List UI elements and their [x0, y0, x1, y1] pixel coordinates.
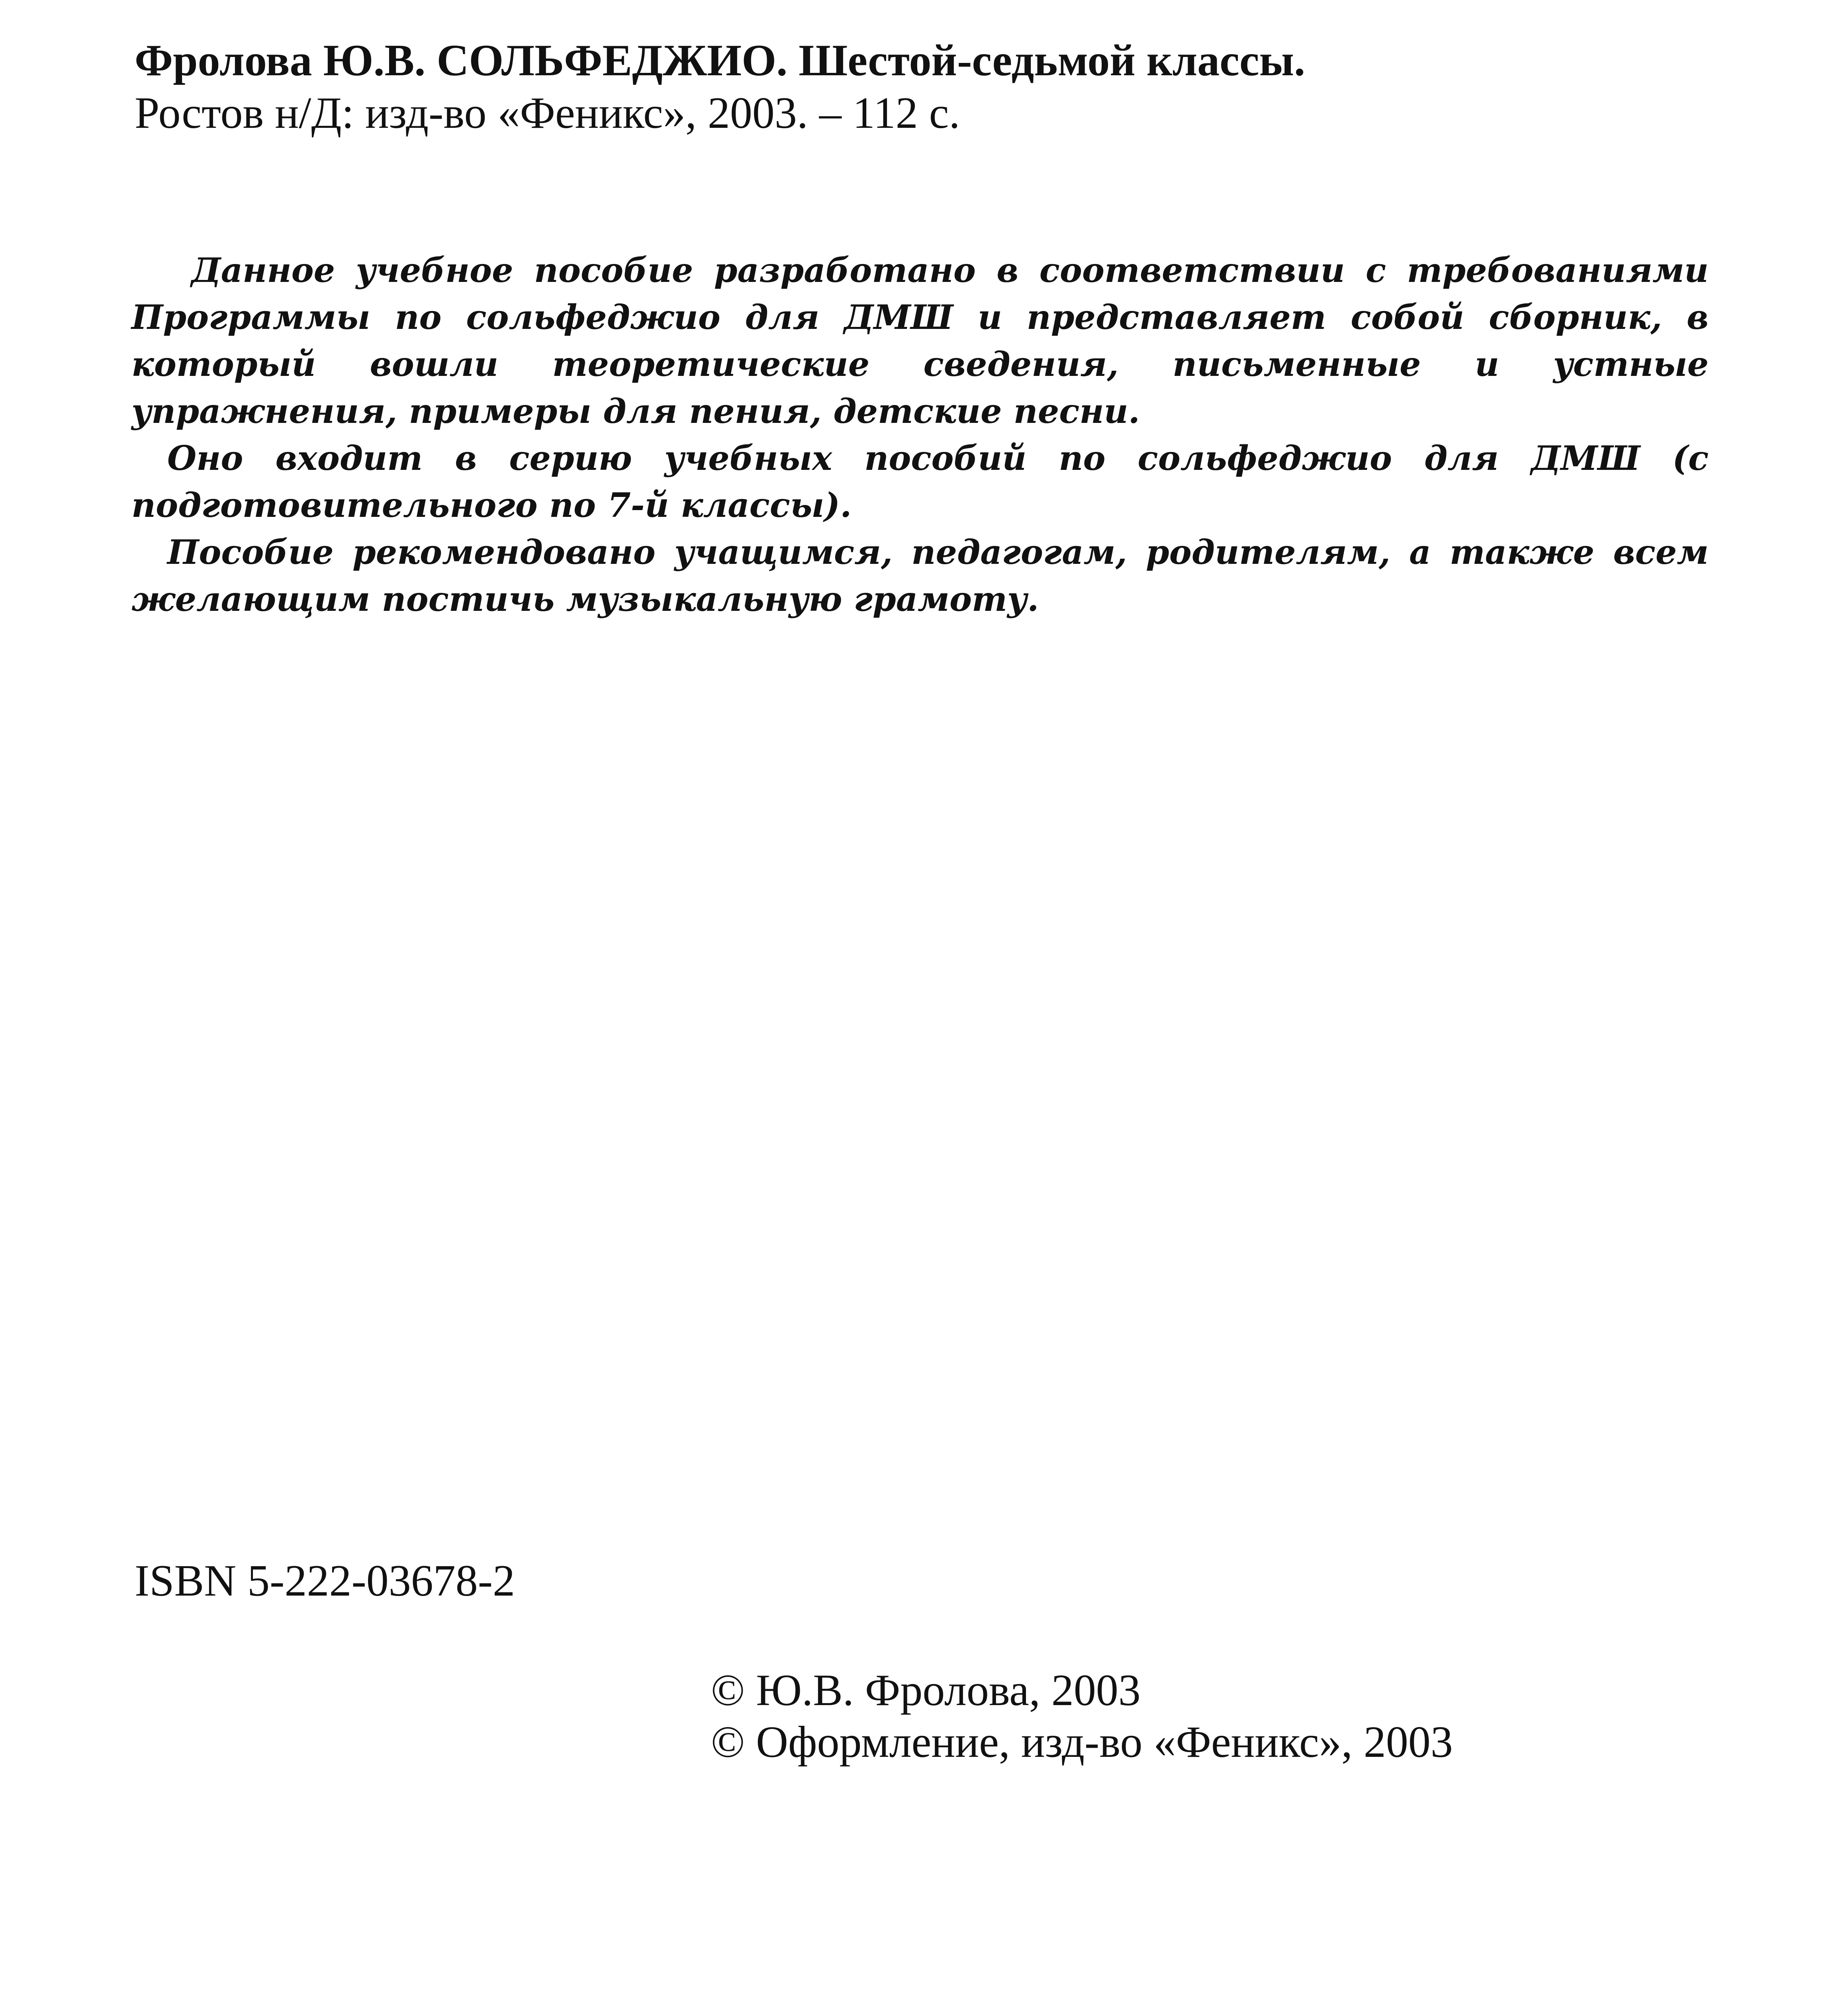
title-line — [135, 35, 1728, 86]
bibliographic-header — [135, 35, 1728, 139]
annotation — [131, 247, 1709, 623]
book-subtitle: Шестой-седьмой классы. — [799, 36, 1306, 85]
book-title: СОЛЬФЕДЖИО. — [437, 36, 788, 85]
annotation-paragraph: Оно входит в серию учебных пособий по сольфеджио для ДМШ (с подготовительного по 7-й классы). — [131, 438, 1709, 525]
copyright-line: © Ю.В. Фролова, 2003 — [711, 1666, 1141, 1715]
annotation-paragraph: Пособие рекомендовано учащимся, педагогам, родителям, а также всем желающим постичь музыкальную грамоту. — [131, 532, 1709, 619]
isbn: ISBN 5-222-03678-2 — [135, 1556, 515, 1606]
copyright-block — [711, 1664, 1453, 1768]
publisher-imprint: Ростов н/Д: изд-во «Феникс», 2003. – 112 с. — [135, 88, 960, 138]
annotation-paragraph: Данное учебное пособие разработано в соответствии с требованиями Программы по сольфеджио для ДМШ и представляет собой сборник, в который вошли теоретические сведения, письменные и устные упражнения, примеры для пения, детские песни. — [131, 250, 1709, 431]
copyright-line: © Оформление, изд-во «Феникс», 2003 — [711, 1717, 1453, 1767]
author-name: Фролова Ю.В. — [135, 36, 426, 85]
